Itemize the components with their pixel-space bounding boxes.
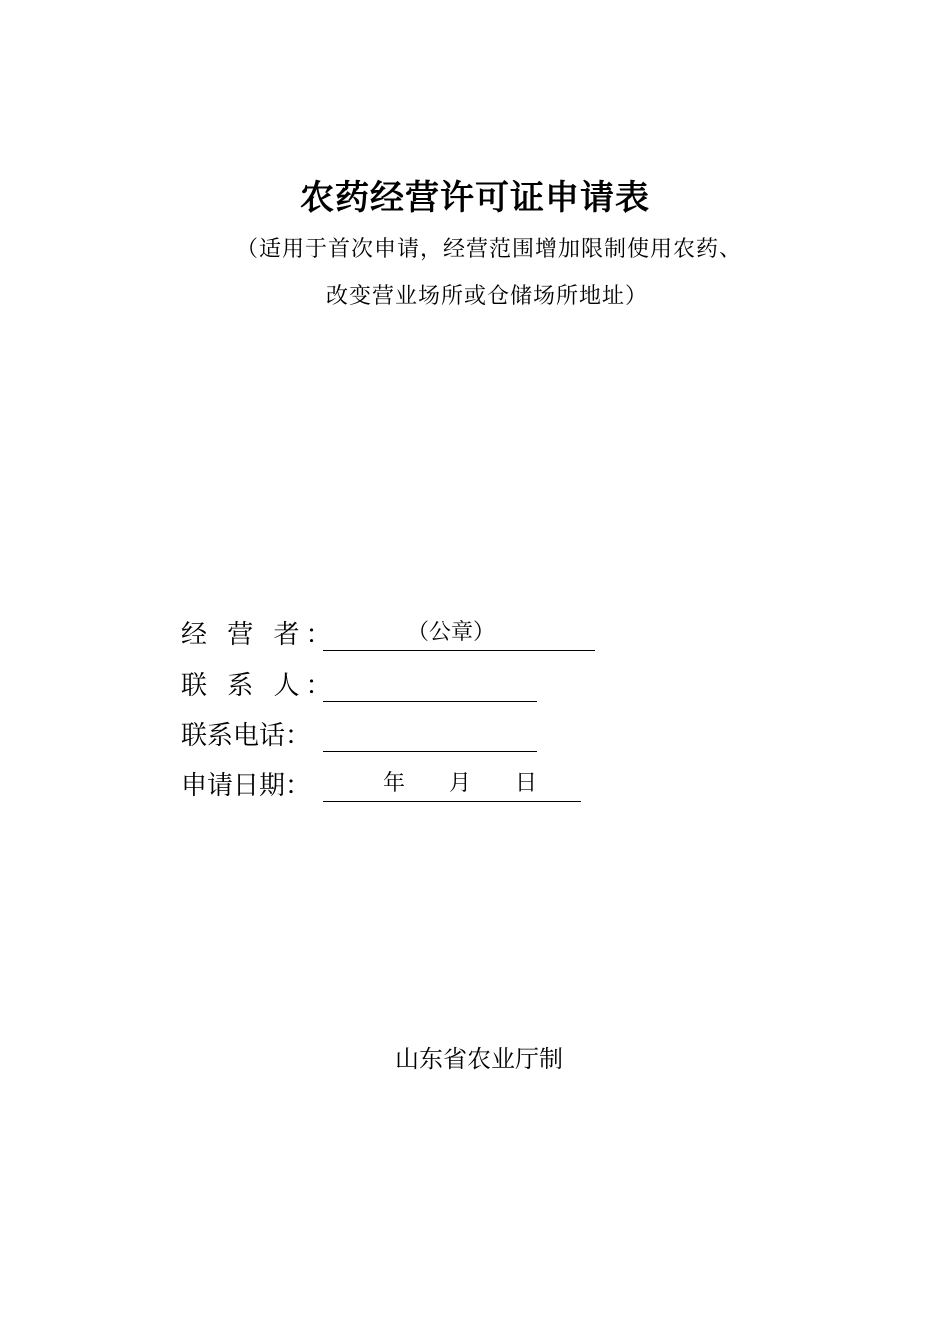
- document-subtitle-line2: 改变营业场所或仓储场所地址）: [326, 284, 649, 309]
- date-label: 申请日期：: [181, 771, 312, 801]
- operator-label: 经 营 者：: [181, 620, 338, 650]
- contact-field[interactable]: [323, 665, 537, 702]
- operator-field[interactable]: [323, 614, 595, 651]
- document-subtitle-line1: （适用于首次申请，经营范围增加限制使用农药、: [236, 237, 743, 262]
- document-title: 农药经营许可证申请表: [300, 178, 650, 218]
- seal-text: （公章）: [407, 620, 496, 645]
- contact-row: [181, 666, 537, 706]
- date-row: [181, 766, 581, 806]
- issuer-footer: 山东省农业厅制: [395, 1045, 563, 1073]
- date-day-text: 日: [515, 771, 538, 796]
- phone-label: 联系电话：: [181, 721, 312, 751]
- phone-row: [181, 716, 537, 756]
- date-year-text: 年: [383, 771, 406, 796]
- phone-field[interactable]: [323, 715, 537, 752]
- contact-label: 联 系 人：: [181, 671, 338, 701]
- operator-row: [181, 615, 595, 655]
- date-field[interactable]: [323, 765, 581, 802]
- date-month-text: 月: [449, 771, 472, 796]
